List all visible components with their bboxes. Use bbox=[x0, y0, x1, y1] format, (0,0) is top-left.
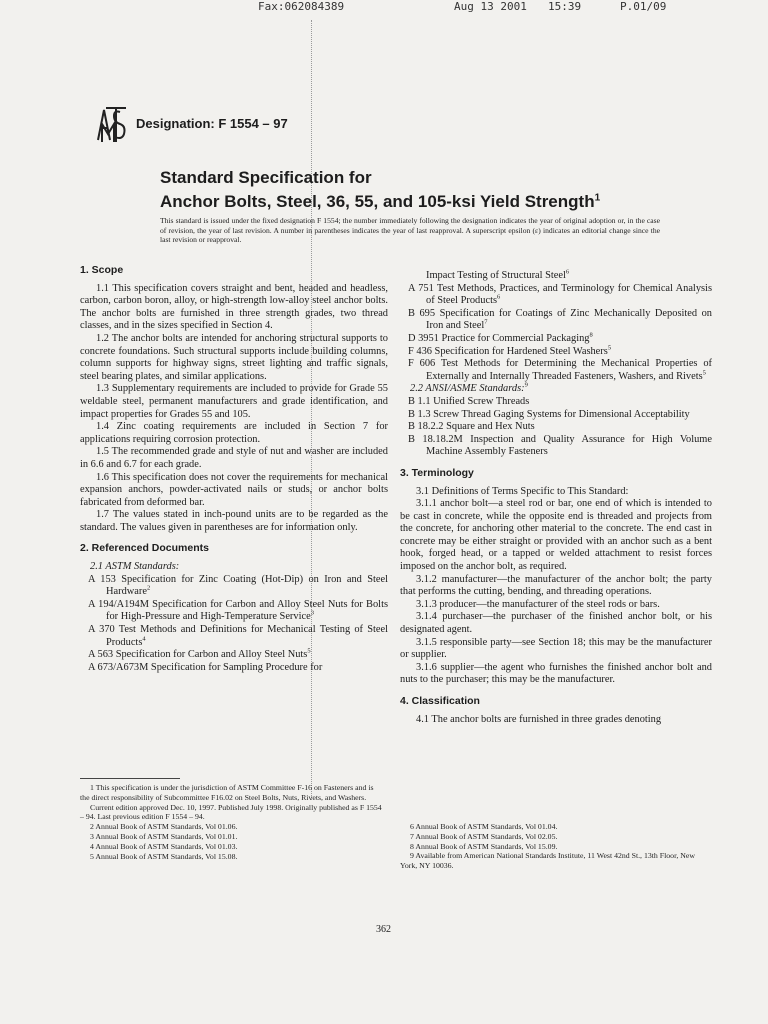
footnote-4: 4 Annual Book of ASTM Standards, Vol 01.03. bbox=[90, 841, 238, 851]
reference-a673-continued: Impact Testing of Structural Steel$^6$ bbox=[426, 268, 570, 281]
footnote-7: 7 Annual Book of ASTM Standards, Vol 02.05. bbox=[410, 831, 558, 841]
paragraph-3-1-3: 3.1.3 producer—the manufacturer of the steel rods or bars. bbox=[416, 598, 660, 610]
footnote-3: 3 Annual Book of ASTM Standards, Vol 01.01. bbox=[90, 831, 238, 841]
footnote-9: 9 Available from American National Standards Institute, 11 West 42nd St., 13th Floor, New York, NY 10036. bbox=[400, 851, 695, 871]
reference-f436: F 436 Specification for Hardened Steel Washers$^5$ bbox=[408, 344, 612, 357]
paragraph-3-1: 3.1 Definitions of Terms Specific to This Standard: bbox=[416, 485, 629, 497]
reference-a370: A 370 Test Methods and Definitions for Mechanical Testing of Steel Products$^4$ bbox=[88, 624, 388, 648]
reference-a153: A 153 Specification for Zinc Coating (Hot-Dip) on Iron and Steel Hardware$^2$ bbox=[88, 573, 388, 598]
fax-page: P.01/09 bbox=[620, 0, 667, 13]
section-heading-scope: 1. Scope bbox=[80, 264, 124, 276]
reference-b18-18-2m: B 18.18.2M Inspection and Quality Assurance for High Volume Machine Assembly Fasteners bbox=[408, 433, 712, 458]
reference-b1-1: B 1.1 Unified Screw Threads bbox=[408, 395, 530, 407]
paragraph-1-2: 1.2 The anchor bolts are intended for anchoring structural supports to concrete foundations. Such structural supports include building columns, column supports for highway signs, street lighting and traffic signals, steel bearing plates, and similar applications. bbox=[80, 332, 388, 382]
fax-date: Aug 13 2001 bbox=[454, 0, 527, 13]
footnote-1: 1 This specification is under the jurisdiction of ASTM Committee F-16 on Fasteners and is the direct responsibility of Subcommittee F16.02 on Steel Bolts, Nuts, Rivets, and Washers. bbox=[80, 783, 374, 802]
footnote-2: 2 Annual Book of ASTM Standards, Vol 01.06. bbox=[90, 822, 238, 832]
title-line-2: Anchor Bolts, Steel, 36, 55, and 105-ksi Yield Strength$^1$ bbox=[160, 192, 601, 211]
reference-a673: A 673/A673M Specification for Sampling Procedure for bbox=[88, 661, 323, 673]
paragraph-3-1-2: 3.1.2 manufacturer—the manufacturer of the anchor bolt; the party that performs the cutting, bending, and threading operations. bbox=[400, 573, 712, 598]
paragraph-3-1-5: 3.1.5 responsible party—see Section 18; this may be the manufacturer or supplier. bbox=[400, 636, 712, 661]
fax-number: Fax:062084389 bbox=[258, 0, 345, 13]
footnotes-left bbox=[80, 778, 385, 861]
paragraph-3-1-1: 3.1.1 anchor bolt—a steel rod or bar, one end of which is intended to be cast in concrete, while the opposite end is threaded and projects from the concrete, for anchoring other material to the concrete. The end cast in concrete may be either straight or provided with an anchor such as a bent hook, forged head, or a tapped or welded attachment to resist forces imposed on the anchor bolt, as required. bbox=[400, 498, 712, 573]
standard-note: This standard is issued under the fixed designation F 1554; the number immediately following the designation indicates the year of original adoption or, in the case of revision, the year of last revision. A number in parentheses indicates the year of last reapproval. A superscript epsilon (ε) indicates an editorial change since the last revision or reapproval. bbox=[160, 216, 660, 244]
reference-b18-2-2: B 18.2.2 Square and Hex Nuts bbox=[408, 421, 535, 433]
reference-a194: A 194/A194M Specification for Carbon and Alloy Steel Nuts for Bolts for High-Pressure and High-Temperature Service$^3$ bbox=[88, 598, 388, 623]
page-number: 362 bbox=[376, 924, 391, 935]
footnote-5: 5 Annual Book of ASTM Standards, Vol 15.08. bbox=[90, 851, 238, 861]
fax-header bbox=[258, 0, 678, 16]
reference-b695: B 695 Specification for Coatings of Zinc Mechanically Deposited on Iron and Steel$^7$ bbox=[408, 307, 712, 332]
footnote-6: 6 Annual Book of ASTM Standards, Vol 01.04. bbox=[410, 822, 558, 831]
designation: Designation: F 1554 – 97 bbox=[136, 116, 288, 131]
left-column bbox=[80, 264, 388, 674]
astm-standards-heading: 2.1 ASTM Standards: bbox=[90, 561, 180, 573]
section-heading-referenced: 2. Referenced Documents bbox=[80, 542, 209, 555]
paragraph-1-5: 1.5 The recommended grade and style of nut and washer are included in 6.6 and 6.7 for each grade. bbox=[80, 446, 388, 470]
paragraph-1-3: 1.3 Supplementary requirements are included to provide for Grade 55 weldable steel, permanent manufacturers and grade identification, and impact properties for Grades 55 and 105. bbox=[80, 383, 388, 420]
reference-d3951: D 3951 Practice for Commercial Packaging$^8$ bbox=[408, 331, 593, 344]
section-heading-classification: 4. Classification bbox=[400, 695, 480, 707]
astm-logo-icon bbox=[94, 104, 130, 146]
paragraph-3-1-6: 3.1.6 supplier—the agent who furnishes the finished anchor bolt and nuts to the purchaser; this may be the manufacturer. bbox=[400, 661, 712, 686]
paragraph-3-1-4: 3.1.4 purchaser—the purchaser of the finished anchor bolt, or his designated agent. bbox=[400, 611, 712, 636]
reference-b1-3: B 1.3 Screw Thread Gaging Systems for Dimensional Acceptability bbox=[408, 408, 690, 420]
section-heading-terminology: 3. Terminology bbox=[400, 466, 474, 479]
footnotes-right bbox=[400, 822, 712, 871]
document-title bbox=[160, 166, 660, 214]
reference-f606: F 606 Test Methods for Determining the Mechanical Properties of Externally and Internally Threaded Fasteners, Washers, and Rivets$^5$ bbox=[408, 358, 712, 382]
footnote-rule bbox=[80, 778, 180, 779]
ansi-standards-heading: 2.2 ANSI/ASME Standards:$^9$ bbox=[410, 381, 528, 395]
footnote-1-edition: Current edition approved Dec. 10, 1997. Published July 1998. Originally published as F 1554 – 94. Last previous edition F 1554 – 94. bbox=[80, 802, 382, 822]
paragraph-1-6: 1.6 This specification does not cover the requirements for mechanical expansion anchors, powder-activated nails or studs, or anchor bolts fabricated from deformed bar. bbox=[80, 471, 388, 508]
paragraph-1-7: 1.7 The values stated in inch-pound units are to be regarded as the standard. The values given in parentheses are for information only. bbox=[80, 509, 388, 533]
footnote-8: 8 Annual Book of ASTM Standards, Vol 15.09. bbox=[410, 841, 558, 851]
paragraph-1-1: 1.1 This specification covers straight and bent, headed and headless, carbon, carbon boron, alloy, or high-strength low-alloy steel anchor bolts. The anchor bolts are furnished in three strength grades, two thread classes, and in the sizes specified in Section 4. bbox=[80, 282, 388, 332]
fax-time: 15:39 bbox=[548, 0, 582, 13]
title-line-1: Standard Specification for bbox=[160, 168, 372, 187]
right-column bbox=[400, 270, 712, 726]
reference-a563: A 563 Specification for Carbon and Alloy Steel Nuts$^5$ bbox=[88, 647, 311, 661]
title-footnote-mark: 1 bbox=[594, 192, 601, 204]
paragraph-1-4: 1.4 Zinc coating requirements are included in Section 7 for applications requiring corrosion protection. bbox=[80, 421, 388, 445]
paragraph-4-1: 4.1 The anchor bolts are furnished in three grades denoting bbox=[416, 713, 662, 725]
reference-a751: A 751 Test Methods, Practices, and Terminology for Chemical Analysis of Steel Products$^6$ bbox=[408, 282, 712, 307]
